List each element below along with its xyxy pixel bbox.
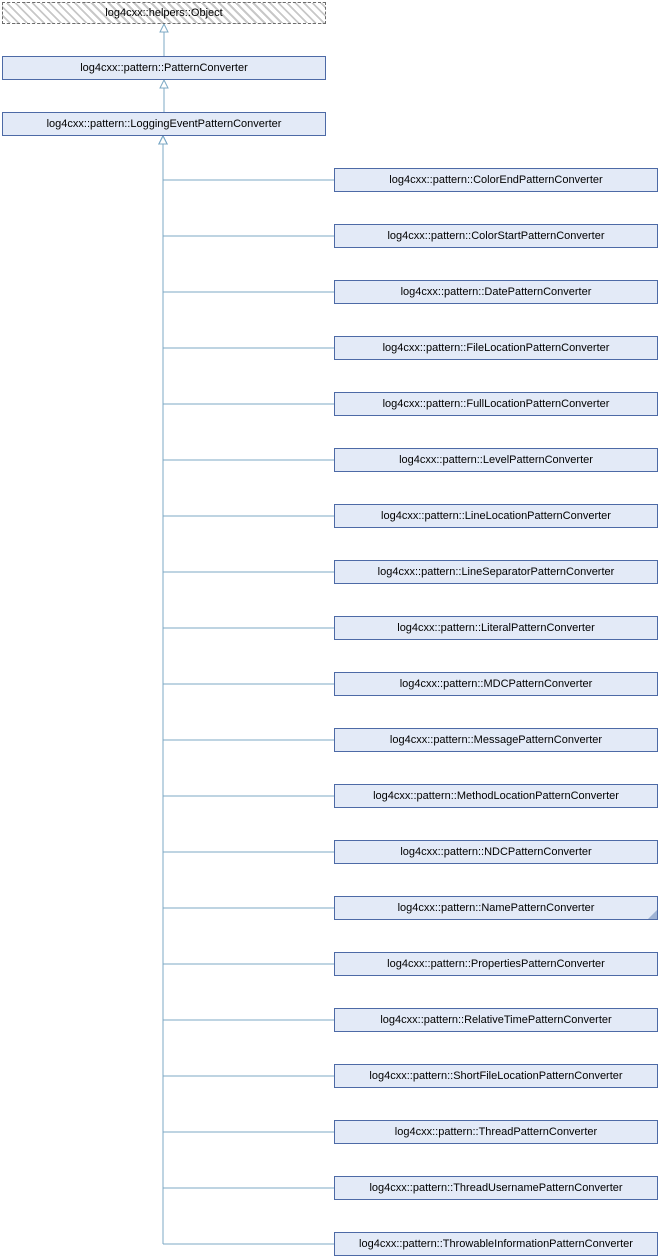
- class-node-label: log4cxx::pattern::ThreadUsernamePatternConverter: [369, 1181, 623, 1194]
- class-node-label: log4cxx::pattern::LevelPatternConverter: [399, 453, 593, 466]
- class-node-label: log4cxx::pattern::NDCPatternConverter: [400, 845, 592, 858]
- class-node-colorstart[interactable]: [334, 224, 658, 248]
- class-node-linesep[interactable]: [334, 560, 658, 584]
- class-node-label: log4cxx::pattern::MessagePatternConverter: [389, 733, 603, 746]
- class-node-label: log4cxx::pattern::MDCPatternConverter: [399, 677, 593, 690]
- class-node-fileloc[interactable]: [334, 336, 658, 360]
- class-node-label: log4cxx::pattern::LineLocationPatternConverter: [381, 509, 611, 522]
- class-node-mdc[interactable]: [334, 672, 658, 696]
- inheritance-arrowhead: [160, 24, 168, 32]
- class-node-literal[interactable]: [334, 616, 658, 640]
- class-node-object[interactable]: [2, 2, 326, 24]
- class-node-label: log4cxx::pattern::ColorEndPatternConverter: [389, 173, 603, 186]
- class-node-name[interactable]: [334, 896, 658, 920]
- class-node-methodloc[interactable]: [334, 784, 658, 808]
- class-node-label: log4cxx::pattern::LineSeparatorPatternConverter: [377, 565, 615, 578]
- class-node-throwable[interactable]: [334, 1232, 658, 1256]
- class-node-relative[interactable]: [334, 1008, 658, 1032]
- class-node-label: log4cxx::pattern::MethodLocationPatternConverter: [373, 789, 619, 802]
- class-node-label: log4cxx::pattern::ThrowableInformationPatternConverter: [359, 1237, 633, 1250]
- class-node-label: log4cxx::pattern::ShortFileLocationPatternConverter: [369, 1069, 623, 1082]
- class-node-colorend[interactable]: [334, 168, 658, 192]
- class-node-label: log4cxx::pattern::DatePatternConverter: [400, 285, 592, 298]
- class-node-label: log4cxx::pattern::NamePatternConverter: [397, 901, 595, 914]
- class-node-date[interactable]: [334, 280, 658, 304]
- class-node-label: log4cxx::pattern::ThreadPatternConverter: [394, 1125, 598, 1138]
- class-node-threaduser[interactable]: [334, 1176, 658, 1200]
- class-node-fullloc[interactable]: [334, 392, 658, 416]
- class-node-shortfile[interactable]: [334, 1064, 658, 1088]
- inheritance-arrowhead: [159, 136, 167, 144]
- class-node-label: log4cxx::pattern::ColorStartPatternConverter: [387, 229, 605, 242]
- class-node-level[interactable]: [334, 448, 658, 472]
- class-node-label: log4cxx::pattern::PatternConverter: [80, 61, 248, 74]
- class-node-pattern[interactable]: [2, 56, 326, 80]
- class-node-label: log4cxx::pattern::RelativeTimePatternConverter: [380, 1013, 612, 1026]
- class-node-label: log4cxx::pattern::LiteralPatternConverter: [397, 621, 595, 634]
- class-node-label: log4cxx::pattern::PropertiesPatternConverter: [387, 957, 605, 970]
- class-node-lineloc[interactable]: [334, 504, 658, 528]
- inheritance-arrowhead: [160, 80, 168, 88]
- class-node-message[interactable]: [334, 728, 658, 752]
- class-node-properties[interactable]: [334, 952, 658, 976]
- class-node-ndc[interactable]: [334, 840, 658, 864]
- class-node-label: log4cxx::pattern::FileLocationPatternConverter: [382, 341, 610, 354]
- class-node-logevent[interactable]: [2, 112, 326, 136]
- class-node-label: log4cxx::helpers::Object: [105, 6, 223, 19]
- class-node-thread[interactable]: [334, 1120, 658, 1144]
- class-node-label: log4cxx::pattern::LoggingEventPatternConverter: [46, 117, 282, 130]
- class-node-label: log4cxx::pattern::FullLocationPatternConverter: [382, 397, 610, 410]
